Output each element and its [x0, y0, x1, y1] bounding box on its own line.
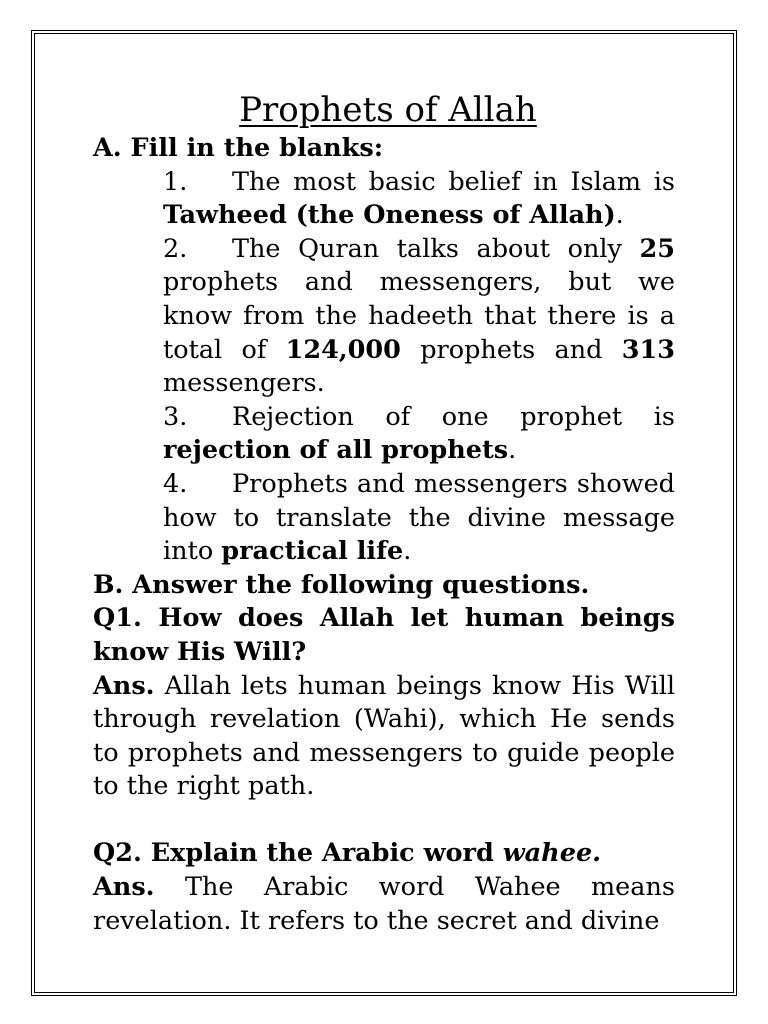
- item-answer: 124,000: [285, 334, 401, 365]
- item-answer: rejection of all prophets: [163, 435, 509, 466]
- answer-label: Ans.: [93, 872, 155, 903]
- item-answer: Tawheed (the Oneness of Allah): [163, 200, 616, 231]
- item-punct: .: [508, 435, 517, 466]
- answer-text: Allah lets human beings know His Will through revelation (Wahi), which He sends to prophets and messengers to guide people to the right path.: [93, 670, 676, 802]
- item-answer: practical life: [221, 536, 404, 567]
- item-text: prophets and: [420, 334, 603, 365]
- page-title: Prophets of Allah: [239, 90, 537, 130]
- item-number: 2.: [163, 233, 188, 264]
- blank-item-1: [163, 166, 675, 233]
- item-text: The most basic belief in Islam is: [232, 166, 675, 197]
- spacer: [93, 804, 675, 838]
- blank-item-3: [163, 401, 675, 468]
- question-1: Q1. How does Allah let human beings know His Will?: [93, 603, 675, 667]
- item-number: 4.: [163, 468, 188, 499]
- item-text: The Quran talks about only: [232, 233, 622, 264]
- question-text: Q2. Explain the Arabic word: [93, 838, 494, 869]
- section-b-heading: B. Answer the following questions.: [93, 569, 590, 600]
- item-number: 3.: [163, 401, 188, 432]
- item-punct: .: [403, 536, 412, 567]
- item-text: prophets and messengers, but we know from the hadeeth that there is a total of: [163, 267, 675, 365]
- blank-item-2: [163, 233, 675, 401]
- answer-label: Ans.: [93, 670, 155, 701]
- answer-2: [93, 871, 675, 938]
- blank-item-4: [163, 468, 675, 569]
- section-a-heading: A. Fill in the blanks:: [93, 133, 384, 163]
- question-2: [93, 837, 675, 871]
- answer-1: [93, 670, 675, 804]
- item-number: 1.: [163, 166, 188, 197]
- answer-text: The Arabic word Wahee means revelation. It refers to the secret and divine: [93, 872, 675, 936]
- item-text: Rejection of one prophet is: [232, 401, 675, 432]
- document-content: [93, 88, 675, 938]
- question-term: wahee.: [502, 838, 602, 869]
- item-answer: 25: [639, 233, 675, 264]
- item-answer: 313: [621, 334, 676, 365]
- item-text: messengers.: [163, 368, 325, 399]
- item-text: Prophets and messengers showed how to translate the divine message into: [163, 468, 675, 567]
- item-punct: .: [615, 200, 624, 231]
